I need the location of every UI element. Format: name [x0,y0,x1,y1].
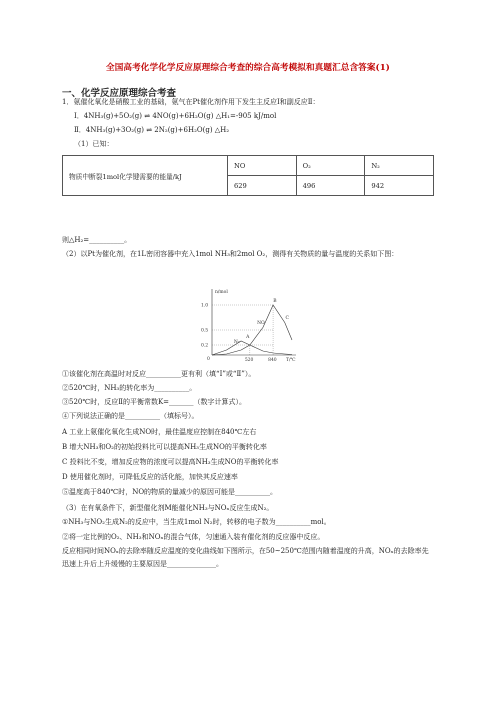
y-tick-label: 1.0 [201,303,209,309]
table-cell: 942 [365,176,434,196]
q2-item-4: ④下列说法正确的是__________（填标号）。 [62,412,199,420]
delta-h2-line: 则△H₂=__________。 [62,236,132,244]
point-label: C [285,316,289,321]
x-tick-label: 520 [244,358,254,363]
reaction-2: Ⅱ．4NH₃(g)+3O₂(g) ⇌ 2N₂(g)+6H₂O(g) △H₂ [74,126,230,134]
section-heading: 一、化学反应原理综合考查 [62,88,177,99]
point-label: A [246,335,250,340]
q2-item-1: ①该催化剂在高温时对反应__________更有利（填“Ⅰ”或“Ⅱ”）。 [62,370,256,378]
option-d: D 使用催化剂时，可降低反应的活化能，加快其反应速率 [62,473,238,481]
q3-intro: （3）在有氧条件下，新型催化剂M能催化NH₃与NOₓ反应生成N₂。 [62,504,274,512]
bond-energy-table [62,155,434,196]
table-row-header: 物质中断裂1mol化学键需要的能量/kJ [63,156,228,196]
y-tick-label: 0.2 [201,343,209,349]
point-label: B [273,299,277,304]
question-1-intro: 1．氨催化氧化是硝酸工业的基础，氨气在Pt催化剂作用下发生主反应Ⅰ和副反应Ⅱ： [62,98,320,106]
table-row [63,156,434,176]
point-label: N₂ [233,340,240,345]
q3-item-2: ②将一定比例的O₂、NH₃和NOₓ的混合气体，匀速通入装有催化剂的反应器中反应。 [62,533,325,541]
table-cell: 496 [296,176,365,196]
known-label: （1）已知： [74,140,114,148]
question-2-text: （2）以Pt为催化剂，在1L密闭容器中充入1mol NH₃和2mol O₂，测得有关物质的量与温度的关系如下图： [62,250,399,258]
table-cell: 629 [228,176,297,196]
option-b: B 增大NH₃和O₂的初始投料比可以提高NH₃生成NO的平衡转化率 [62,443,267,451]
table-col-header: N₂ [365,156,434,176]
origin-label: 0 [207,357,210,362]
reaction-1: Ⅰ．4NH₃(g)+5O₂(g) ⇌ 4NO(g)+6H₂O(g) △H₁=-905 kJ/mol [74,112,277,120]
temperature-amount-chart [200,283,300,363]
q2-item-2: ②520℃时，NH₃的转化率为__________。 [62,384,197,392]
q2-item-3: ③520℃时，反应Ⅱ的平衡常数K=_______（数字计算式）。 [62,398,247,406]
document-title: 全国高考化学化学反应原理综合考查的综合高考模拟和真题汇总含答案(1) [106,63,390,73]
option-a: A 工业上氨催化氧化生成NO时，最佳温度应控制在840℃左右 [62,428,257,436]
x-tick-label: 840 [268,358,277,363]
y-axis-label: n/mol [215,290,228,295]
series-line-N₂ [212,341,292,355]
x-axis-label: T/℃ [286,358,296,363]
table-col-header: O₂ [296,156,365,176]
y-tick-label: 0.5 [201,328,209,334]
table-col-header: NO [228,156,297,176]
point-label: NO [257,321,265,326]
final-paragraph: 反应相同时间NOₓ的去除率随反应温度的变化曲线如下图所示，在50~250℃范围内随着温度的升高，NOₓ的去除率先迅速上升后上升缓慢的主要原因是______________。 [62,547,429,568]
option-c: C 投料比不变，增加反应物的浓度可以提高NH₃生成NO的平衡转化率 [62,458,279,466]
q2-item-5: ⑤温度高于840℃时，NO的物质的量减少的原因可能是__________。 [62,488,278,496]
q3-item-1: ①NH₃与NO₂生成N₂的反应中，当生成1mol N₂时，转移的电子数为__________mol。 [62,518,331,526]
